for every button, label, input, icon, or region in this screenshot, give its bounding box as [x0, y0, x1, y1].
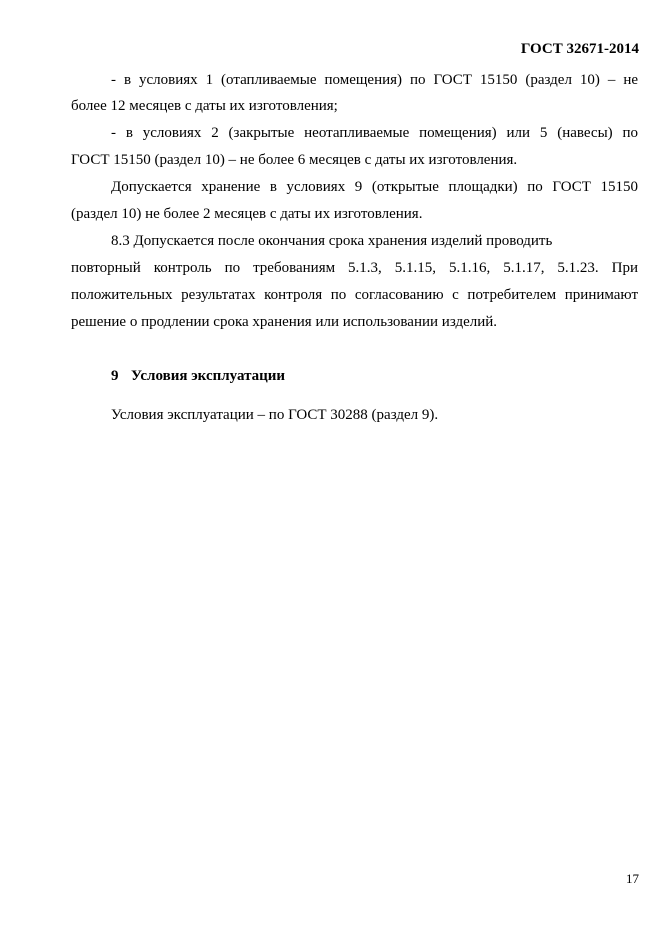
paragraph-line: Допускается хранение в условиях 9 (открытые площадки) по ГОСТ 15150	[111, 179, 638, 195]
paragraph-line: повторный контроль по требованиям 5.1.3, 5.1.15, 5.1.16, 5.1.17, 5.1.23. При	[71, 260, 638, 276]
section-number: 9	[111, 368, 119, 384]
paragraph-line: - в условиях 2 (закрытые неотапливаемые помещения) или 5 (навесы) по	[111, 125, 638, 141]
paragraph-line: (раздел 10) не более 2 месяцев с даты их изготовления.	[71, 206, 423, 222]
standard-code-header: ГОСТ 32671-2014	[520, 41, 639, 57]
paragraph-line: - в условиях 1 (отапливаемые помещения) по ГОСТ 15150 (раздел 10) – не	[111, 72, 638, 88]
paragraph-line: ГОСТ 15150 (раздел 10) – не более 6 месяцев с даты их изготовления.	[71, 152, 518, 168]
paragraph-line: положительных результатах контроля по согласованию с потребителем принимают	[71, 287, 638, 303]
paragraph-line: решение о продлении срока хранения или использовании изделий.	[71, 314, 498, 330]
section-heading	[111, 367, 285, 385]
section-title: Условия эксплуатации	[131, 368, 286, 384]
paragraph-line: 8.3 Допускается после окончания срока хранения изделий проводить	[111, 233, 553, 249]
section-text: Условия эксплуатации – по ГОСТ 30288 (раздел 9).	[111, 407, 439, 423]
page-number: 17	[626, 871, 639, 886]
paragraph-line: более 12 месяцев с даты их изготовления;	[71, 98, 338, 114]
